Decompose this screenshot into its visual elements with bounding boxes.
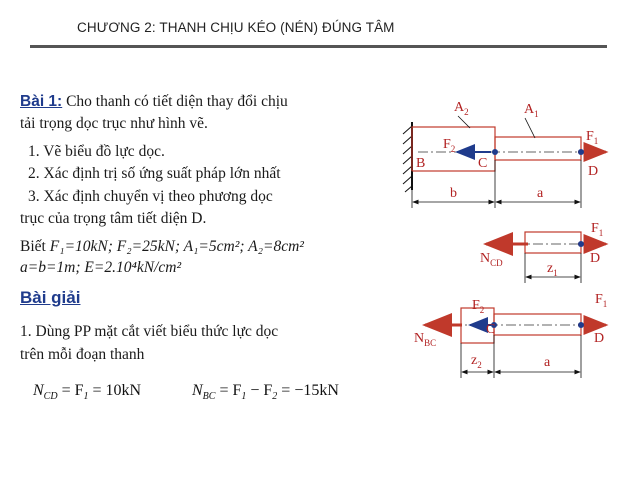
a2-leader xyxy=(458,116,470,128)
task-2: 2. Xác định trị số ứng suất pháp lớn nhất xyxy=(28,165,281,182)
problem-intro-1: Cho thanh có tiết diện thay đổi chịu xyxy=(66,93,288,110)
label-dim-a: a xyxy=(537,186,544,201)
point-d xyxy=(578,149,584,155)
label-f2-3: $F_2$ xyxy=(472,298,485,315)
figure-2-cut-cd xyxy=(480,221,606,283)
label-c-point-3: C xyxy=(486,322,496,337)
label-b-point: B xyxy=(416,156,426,171)
point-c xyxy=(492,149,498,155)
label-d-point-3: D xyxy=(594,331,605,346)
segment-cd-cut xyxy=(525,232,581,253)
figure-3-cut-bc xyxy=(414,292,607,378)
given-prefix: Biết xyxy=(20,238,50,255)
label-z1: $z_1$ xyxy=(547,261,558,278)
segment-cd-cut-2 xyxy=(494,314,581,335)
label-d-point: D xyxy=(588,164,599,179)
wall-hatch xyxy=(403,126,412,192)
problem-intro-2: tải trọng dọc trục như hình vẽ. xyxy=(20,115,208,132)
solution-step-1b: trên mỗi đoạn thanh xyxy=(20,346,145,363)
solution-step-1a: 1. Dùng PP mặt cắt viết biểu thức lực dọc xyxy=(20,323,279,340)
label-f1-2: $F_1$ xyxy=(591,221,604,238)
equation-ncd: $N_{CD} = F_1 = 10kN$ xyxy=(33,382,142,402)
task-3b: trục của trọng tâm tiết diện D. xyxy=(20,210,207,227)
a1-leader xyxy=(525,118,535,138)
label-d-point-2: D xyxy=(590,251,601,266)
given-values-1: F₁=10kN; F₂=25kN; A₁=5cm²; A₂=8cm² xyxy=(49,238,304,255)
label-c-point: C xyxy=(478,156,488,171)
label-f1-3: $F_1$ xyxy=(595,292,608,309)
label-dim-a-3: a xyxy=(544,355,551,370)
label-a2: $A_2$ xyxy=(454,100,469,117)
problem-label: Bài 1: xyxy=(20,93,63,110)
equation-nbc: $N_{BC} = F_1 - F_2 = -15kN$ xyxy=(192,382,339,402)
label-f1: $F_1$ xyxy=(586,129,599,146)
label-f2: $F_2$ xyxy=(443,137,456,154)
given-values-2: a=b=1m; E=2.10⁴kN/cm² xyxy=(20,259,182,276)
label-ncd: $N_{CD}$ xyxy=(480,251,503,268)
chapter-title: CHƯƠNG 2: THANH CHỊU KÉO (NÉN) ĐÚNG TÂM xyxy=(77,20,395,35)
label-a1: $A_1$ xyxy=(524,102,539,119)
label-z2: $z_2$ xyxy=(471,353,482,370)
segment-cd xyxy=(495,137,581,160)
task-1: 1. Vẽ biểu đồ lực dọc. xyxy=(28,143,165,160)
task-3a: 3. Xác định chuyển vị theo phương dọc xyxy=(28,188,273,205)
label-nbc: $N_{BC}$ xyxy=(414,331,437,348)
figure-1-full-bar xyxy=(403,100,606,208)
label-dim-b: b xyxy=(450,186,457,201)
solution-title: Bài giải xyxy=(20,288,81,307)
